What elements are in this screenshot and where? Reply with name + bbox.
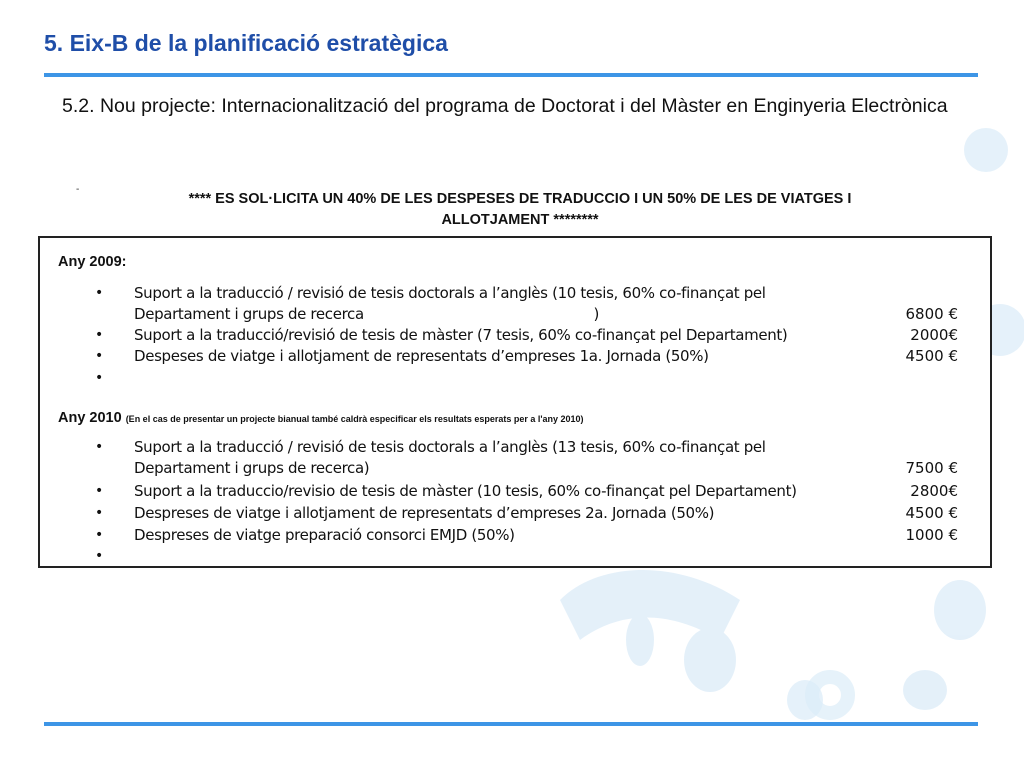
- bullet: •: [95, 505, 104, 521]
- item-description: Suport a la traduccio/revisio de tesis de màster (10 tesis, 60% co-finançat pel Departament): [134, 482, 797, 500]
- funding-notice-line-1: **** ES SOL·LICITA UN 40% DE LES DESPESES DE TRADUCCIO I UN 50% DE LES DE VIATGES I: [188, 191, 852, 207]
- item-amount: 2000€: [910, 326, 958, 344]
- bullet: •: [95, 527, 104, 543]
- item-amount: 4500 €: [905, 347, 958, 365]
- bullet: •: [95, 370, 104, 386]
- year-2009-heading: Any 2009:: [58, 254, 127, 270]
- slide-subtitle: 5.2. Nou projecte: Internacionalització del programa de Doctorat i del Màster en Enginyeria Electrònica: [62, 95, 948, 117]
- funding-notice-line-2: ALLOTJAMENT ********: [441, 212, 599, 228]
- item-description: Suport a la traducció / revisió de tesis doctorals a l’anglès (10 tesis, 60% co-finançat pel: [134, 284, 766, 302]
- item-amount: 1000 €: [905, 526, 958, 544]
- item-amount: 6800 €: [905, 305, 958, 323]
- bullet: •: [95, 285, 104, 301]
- item-description: Despeses de viatge i allotjament de representats d’empreses 1a. Jornada (50%): [134, 347, 709, 365]
- bullet: •: [95, 548, 104, 564]
- year-2010-note: (En el cas de presentar un projecte bianual també caldrà especificar els resultats esperats per a l'any 2010): [125, 414, 584, 424]
- item-description-cont: Departament i grups de recerca): [134, 459, 370, 477]
- item-description: Despreses de viatge i allotjament de representats d’empreses 2a. Jornada (50%): [134, 504, 715, 522]
- year-2010-heading: [58, 410, 584, 426]
- item-description: Suport a la traducció / revisió de tesis doctorals a l’anglès (13 tesis, 60% co-finançat pel: [134, 438, 766, 456]
- bullet: •: [95, 348, 104, 364]
- year-2010-label: Any 2010: [58, 410, 122, 426]
- item-amount: 4500 €: [905, 504, 958, 522]
- budget-box: [38, 236, 992, 568]
- funding-notice: [100, 189, 940, 231]
- bullet: •: [95, 483, 104, 499]
- item-amount: 7500 €: [905, 459, 958, 477]
- title-underline: [44, 73, 978, 77]
- bullet: •: [95, 439, 104, 455]
- notice-tick: -: [76, 184, 80, 195]
- item-description: Suport a la traducció/revisió de tesis de màster (7 tesis, 60% co-finançat pel Departament): [134, 326, 788, 344]
- item-amount: 2800€: [910, 482, 958, 500]
- footer-rule: [44, 722, 978, 726]
- slide-title: 5. Eix-B de la planificació estratègica: [44, 30, 448, 56]
- item-description-cont: Departament i grups de recerca ): [134, 305, 600, 323]
- item-description: Despreses de viatge preparació consorci EMJD (50%): [134, 526, 515, 544]
- bullet: •: [95, 327, 104, 343]
